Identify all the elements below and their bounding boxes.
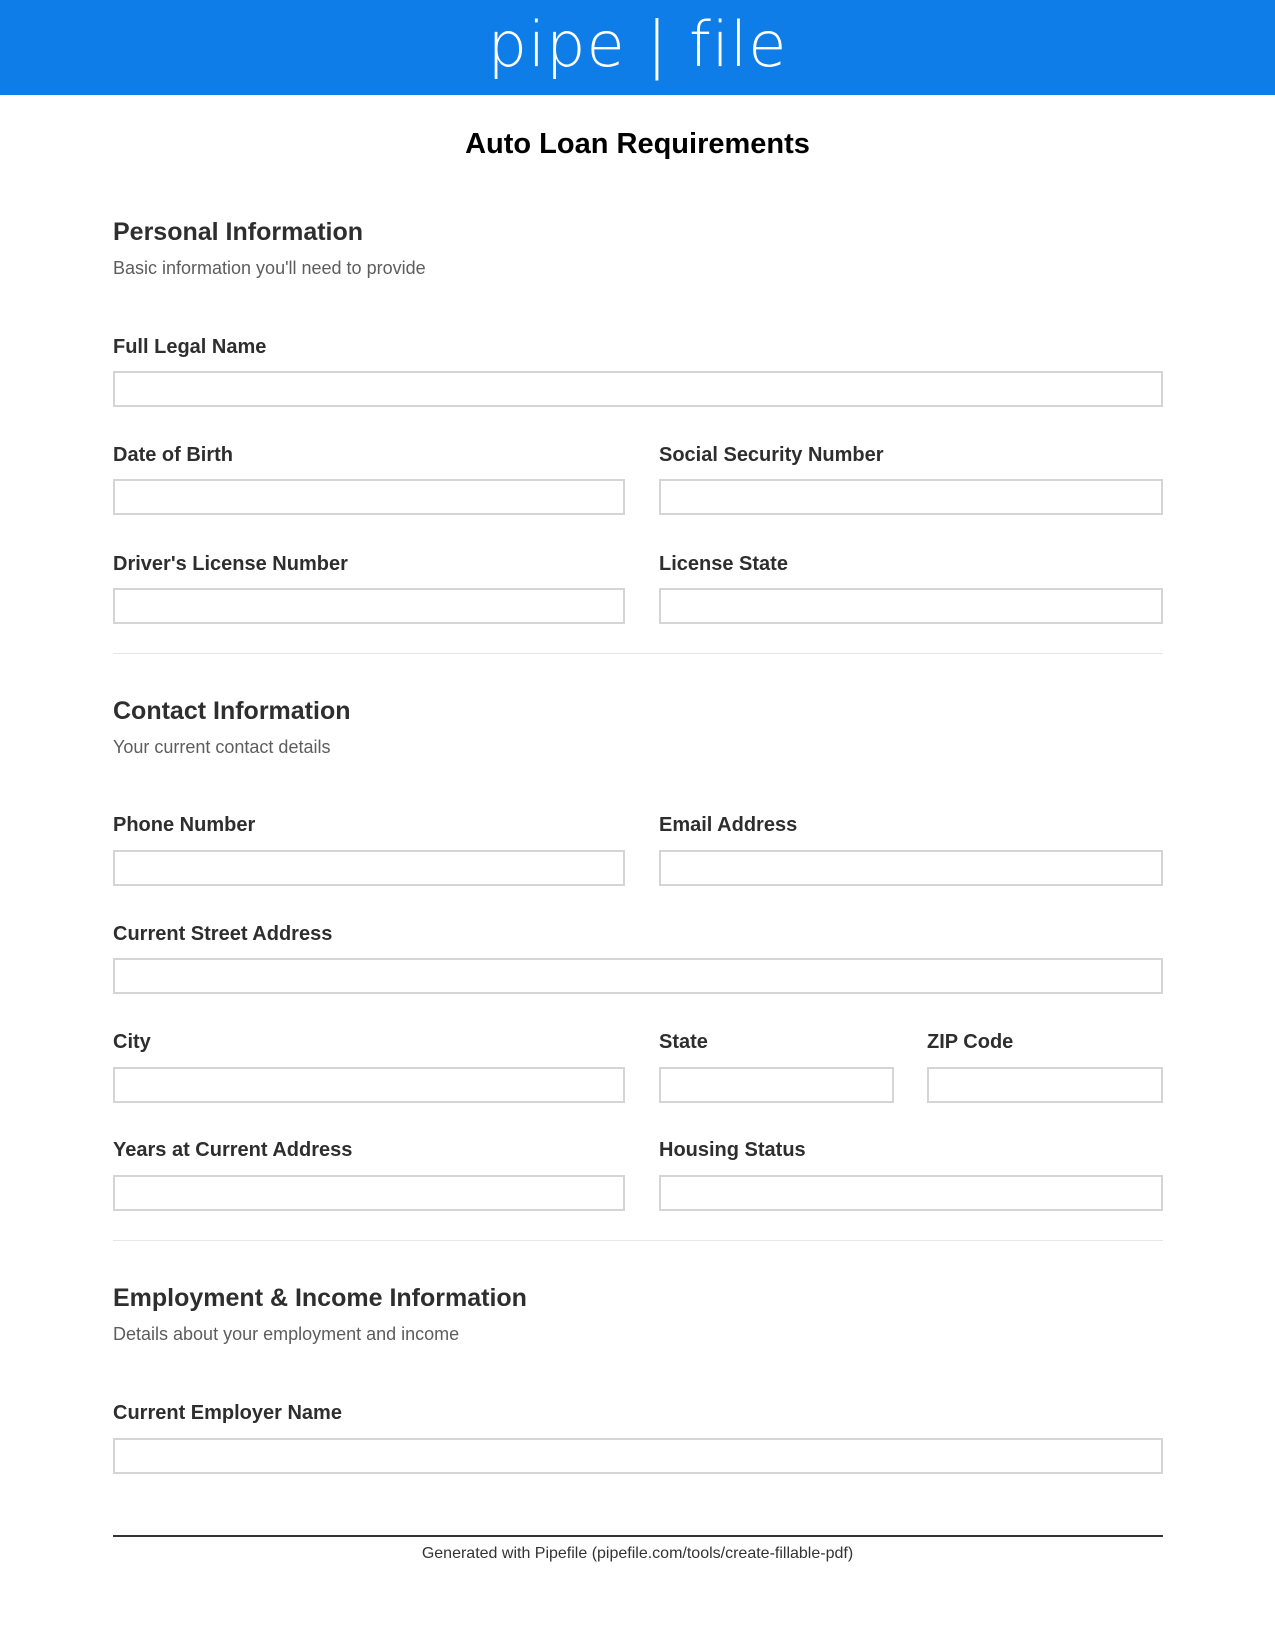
page-title: Auto Loan Requirements (465, 128, 810, 160)
label-ssn: Social Security Number (659, 444, 884, 466)
section-subtitle-contact: Your current contact details (113, 737, 331, 757)
employer-name-field[interactable] (113, 1438, 1163, 1474)
city-field[interactable] (113, 1067, 625, 1103)
section-subtitle-personal: Basic information you'll need to provide (113, 258, 426, 278)
section-divider (113, 1240, 1163, 1241)
section-title-personal: Personal Information (113, 218, 364, 246)
section-title-employment: Employment & Income Information (113, 1284, 527, 1312)
label-state: State (659, 1031, 708, 1053)
phone-field[interactable] (113, 850, 625, 886)
footer-divider (113, 1535, 1163, 1537)
license-state-field[interactable] (659, 588, 1163, 624)
ssn-field[interactable] (659, 479, 1163, 515)
label-license-state: License State (659, 553, 788, 575)
label-employer: Current Employer Name (113, 1402, 342, 1424)
label-housing-status: Housing Status (659, 1139, 806, 1161)
header-bar (0, 0, 1275, 95)
drivers-license-field[interactable] (113, 588, 625, 624)
state-field[interactable] (659, 1067, 894, 1103)
date-of-birth-field[interactable] (113, 479, 625, 515)
label-city: City (113, 1031, 151, 1053)
full-legal-name-field[interactable] (113, 371, 1163, 407)
years-at-address-field[interactable] (113, 1175, 625, 1211)
section-subtitle-employment: Details about your employment and income (113, 1324, 460, 1344)
brand-logo: pipe | file (487, 8, 788, 81)
label-phone: Phone Number (113, 814, 256, 836)
label-years-at-address: Years at Current Address (113, 1139, 353, 1161)
email-field[interactable] (659, 850, 1163, 886)
zip-code-field[interactable] (927, 1067, 1163, 1103)
street-address-field[interactable] (113, 958, 1163, 994)
housing-status-field[interactable] (659, 1175, 1163, 1211)
label-zip: ZIP Code (927, 1031, 1014, 1053)
label-full-legal-name: Full Legal Name (113, 336, 267, 358)
label-drivers-license: Driver's License Number (113, 553, 348, 575)
section-divider (113, 653, 1163, 654)
label-street: Current Street Address (113, 923, 333, 945)
label-email: Email Address (659, 814, 798, 836)
label-date-of-birth: Date of Birth (113, 444, 233, 466)
footer-text: Generated with Pipefile (pipefile.com/tools/create-fillable-pdf) (421, 1545, 854, 1562)
section-title-contact: Contact Information (113, 697, 351, 725)
